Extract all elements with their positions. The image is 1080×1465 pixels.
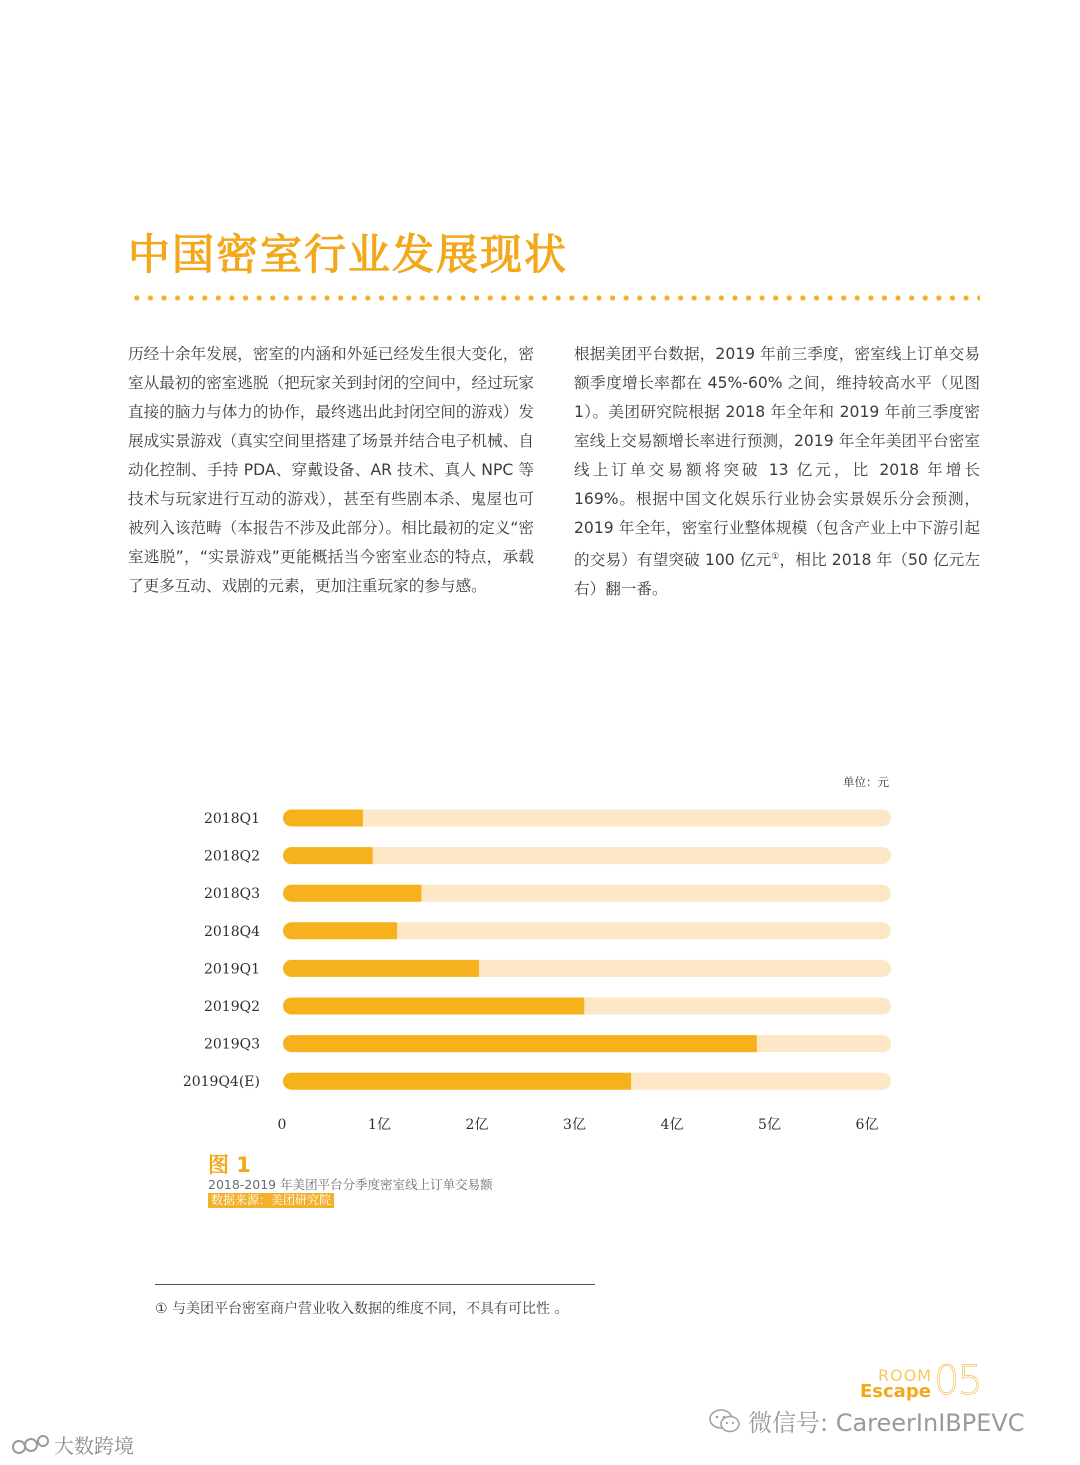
body-paragraph-left: 历经十余年发展，密室的内涵和外延已经发生很大变化，密室从最初的密室逃脱（把玩家关到封闭的空间中，经过玩家直接的脑力与体力的协作，最终逃出此封闭空间的游戏）发展成实景游戏（真实空间里搭建了场景并结合电子机械、自动化控制、手持 PDA、穿戴设备、AR 技术、真人 NPC 等技术与玩家进行互动的游戏），甚至有些剧本杀、鬼屋也可被列入该范畴（本报告不涉及此部分）。相比最初的定义“密室逃脱”，“实景游戏”更能概括当今密室业态的特点，承载了更多互动、戏剧的元素，更加注重玩家的参与感。: [128, 345, 534, 595]
bar-track: [283, 847, 891, 864]
figure-source-badge: 数据来源：美团研究院: [208, 1193, 334, 1208]
bar: [283, 810, 363, 827]
wechat-watermark-text: 微信号: CareerInIBPEVC: [748, 1409, 1025, 1437]
x-tick-label: 2亿: [465, 1117, 489, 1133]
page-title: 中国密室行业发展现状: [128, 230, 569, 279]
footnote-marker: ①: [771, 552, 780, 562]
wechat-icon: [708, 1407, 742, 1435]
chart-unit-label: 单位：元: [843, 775, 889, 789]
category-label: 2019Q1: [203, 961, 260, 978]
bar: [283, 847, 373, 864]
wechat-watermark: [708, 1403, 1025, 1438]
page-logo-escape: Escape: [860, 1381, 931, 1402]
bar-track: [283, 810, 891, 827]
page-logo-room: ROOM: [878, 1366, 933, 1385]
bar: [283, 1035, 757, 1052]
brand-logo-icon: [10, 1432, 50, 1458]
x-tick-label: 0: [277, 1117, 287, 1133]
bar: [283, 998, 584, 1015]
figure-label: 图 1: [208, 1153, 251, 1177]
category-label: 2019Q4(E): [182, 1074, 260, 1091]
footnote-divider: [155, 1284, 595, 1285]
source-watermark: [10, 1430, 134, 1459]
category-label: 2018Q3: [203, 886, 260, 903]
footnote: ① 与美团平台密室商户营业收入数据的维度不同，不具有可比性 。: [155, 1301, 569, 1317]
bar: [283, 960, 479, 977]
source-watermark-text: 大数跨境: [54, 1434, 134, 1458]
x-tick-label: 6亿: [855, 1117, 879, 1133]
category-label: 2018Q4: [203, 923, 260, 940]
bar: [283, 885, 421, 902]
category-label: 2019Q3: [203, 1036, 260, 1053]
body-paragraph-right-tail: ，相比 2018 年（50 亿元左右）翻一番。: [574, 551, 980, 599]
page-number: 05: [934, 1358, 981, 1404]
x-tick-label: 4亿: [660, 1117, 684, 1133]
category-label: 2019Q2: [203, 999, 260, 1015]
bar: [283, 1073, 631, 1090]
bar: [283, 922, 397, 939]
category-label: 2018Q2: [203, 848, 260, 865]
x-tick-label: 1亿: [368, 1117, 391, 1133]
figure-caption: 2018-2019 年美团平台分季度密室线上订单交易额: [208, 1177, 493, 1192]
category-label: 2018Q1: [203, 811, 260, 827]
x-tick-label: 5亿: [758, 1117, 781, 1133]
x-tick-label: 3亿: [563, 1117, 586, 1133]
body-paragraph-right-main: 根据美团平台数据，2019 年前三季度，密室线上订单交易额季度增长率都在 45%-60% 之间，维持较高水平（见图 1）。美团研究院根据 2018 年全年和 2019 年前三季度密室线上交易额增长率进行预测，2019 年全年美团平台密室线上订单交易额将突破 13 亿元，比 2018 年增长 169%。根据中国文化娱乐行业协会实景娱乐分会预测，2019 年全年，密室行业整体规模（包含产业上中下游引起的交易）有望突破 100 亿元: [574, 345, 980, 570]
